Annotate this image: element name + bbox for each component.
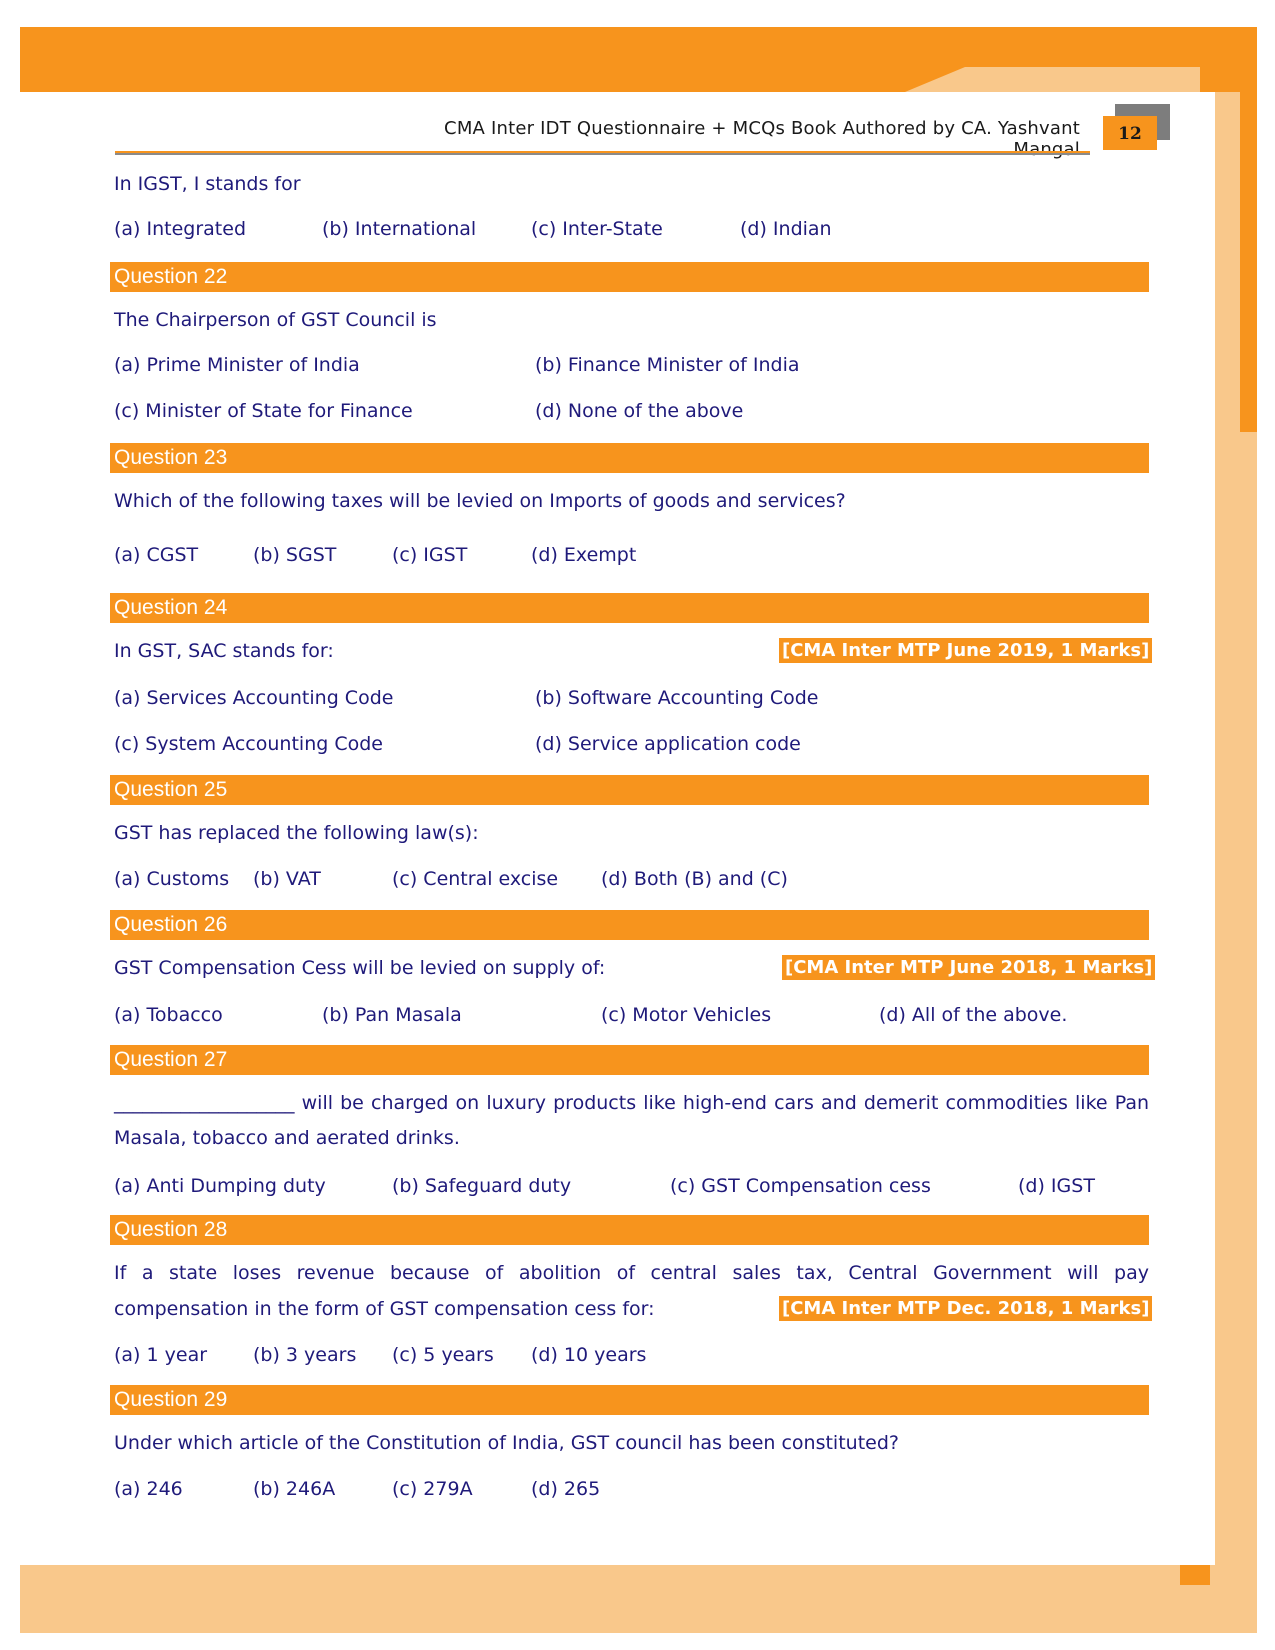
question-text: The Chairperson of GST Council is <box>114 309 437 331</box>
option-b: (b) Software Accounting Code <box>535 687 819 709</box>
question-text: GST has replaced the following law(s): <box>114 822 479 844</box>
question-text-line1: If a state loses revenue because of abolition of central sales tax, Central Government will pay <box>114 1262 1149 1284</box>
question-header-bar <box>110 910 1149 940</box>
option-d: (d) None of the above <box>535 400 744 422</box>
option-b: (b) 246A <box>253 1478 336 1500</box>
option-d: (d) Service application code <box>535 733 801 755</box>
question-text: Under which article of the Constitution of India, GST council has been constituted? <box>114 1432 899 1454</box>
question-header-bar <box>110 1215 1149 1245</box>
option-a: (a) Integrated <box>114 218 247 240</box>
question-text: Which of the following taxes will be levied on Imports of goods and services? <box>114 490 846 512</box>
option-b: (b) 3 years <box>253 1344 357 1366</box>
frame-top-light-band <box>965 67 1200 92</box>
option-d: (d) IGST <box>1018 1175 1095 1197</box>
question-label: Question 28 <box>114 1218 228 1241</box>
question-text-line2: compensation in the form of GST compensation cess for: <box>114 1298 655 1320</box>
page-number: 12 <box>1103 116 1157 150</box>
option-d: (d) Exempt <box>531 544 637 566</box>
option-b: (b) Safeguard duty <box>392 1175 572 1197</box>
option-d: (d) Indian <box>740 218 832 240</box>
option-b: (b) International <box>322 218 477 240</box>
option-a: (a) Tobacco <box>114 1004 223 1026</box>
exam-reference-badge: [CMA Inter MTP Dec. 2018, 1 Marks] <box>779 1296 1152 1321</box>
option-c: (c) IGST <box>392 544 468 566</box>
option-c: (c) 5 years <box>392 1344 494 1366</box>
question-label: Question 23 <box>114 446 228 469</box>
question-label: Question 29 <box>114 1388 228 1411</box>
option-a: (a) Services Accounting Code <box>114 687 394 709</box>
option-b: (b) Pan Masala <box>322 1004 462 1026</box>
option-c: (c) Central excise <box>392 868 559 890</box>
question-header-bar <box>110 1045 1149 1075</box>
option-a: (a) CGST <box>114 544 199 566</box>
option-d: (d) 265 <box>531 1478 601 1500</box>
option-a: (a) 246 <box>114 1478 183 1500</box>
question-text: In GST, SAC stands for: <box>114 640 334 662</box>
question-header-bar <box>110 1385 1149 1415</box>
question-label: Question 27 <box>114 1048 228 1071</box>
question-header-bar <box>110 262 1149 292</box>
question-header-bar <box>110 775 1149 805</box>
option-c: (c) System Accounting Code <box>114 733 383 755</box>
question-text: In IGST, I stands for <box>114 173 301 195</box>
header-title: CMA Inter IDT Questionnaire + MCQs Book Authored by CA. Yashvant Mangal <box>444 118 1080 160</box>
question-text: GST Compensation Cess will be levied on supply of: <box>114 957 606 979</box>
question-header-bar <box>110 443 1149 473</box>
question-label: Question 25 <box>114 778 228 801</box>
option-b: (b) SGST <box>253 544 337 566</box>
option-c: (c) Minister of State for Finance <box>114 400 413 422</box>
option-b: (b) VAT <box>253 868 321 890</box>
question-label: Question 24 <box>114 596 228 619</box>
option-c: (c) 279A <box>392 1478 473 1500</box>
option-d: (d) Both (B) and (C) <box>601 868 788 890</box>
option-b: (b) Finance Minister of India <box>535 354 800 376</box>
question-label: Question 26 <box>114 913 228 936</box>
option-c: (c) Inter-State <box>531 218 663 240</box>
option-d: (d) All of the above. <box>879 1004 1068 1026</box>
option-c: (c) Motor Vehicles <box>601 1004 772 1026</box>
frame-bottom-band <box>20 1565 1257 1633</box>
option-c: (c) GST Compensation cess <box>670 1175 931 1197</box>
option-a: (a) Customs <box>114 868 230 890</box>
exam-reference-badge: [CMA Inter MTP June 2018, 1 Marks] <box>782 955 1155 980</box>
exam-reference-badge: [CMA Inter MTP June 2019, 1 Marks] <box>779 638 1152 663</box>
frame-right-accent <box>1240 92 1257 432</box>
question-label: Question 22 <box>114 265 228 288</box>
frame-diagonal-accent <box>905 67 965 92</box>
option-a: (a) 1 year <box>114 1344 208 1366</box>
option-d: (d) 10 years <box>531 1344 647 1366</box>
option-a: (a) Prime Minister of India <box>114 354 360 376</box>
header-rule <box>115 151 1090 155</box>
question-text: ___________________ will be charged on luxury products like high-end cars and demerit commodities like Pan Masala, tobacco and aerated drinks. <box>114 1092 1149 1149</box>
option-a: (a) Anti Dumping duty <box>114 1175 326 1197</box>
question-header-bar <box>110 593 1149 623</box>
